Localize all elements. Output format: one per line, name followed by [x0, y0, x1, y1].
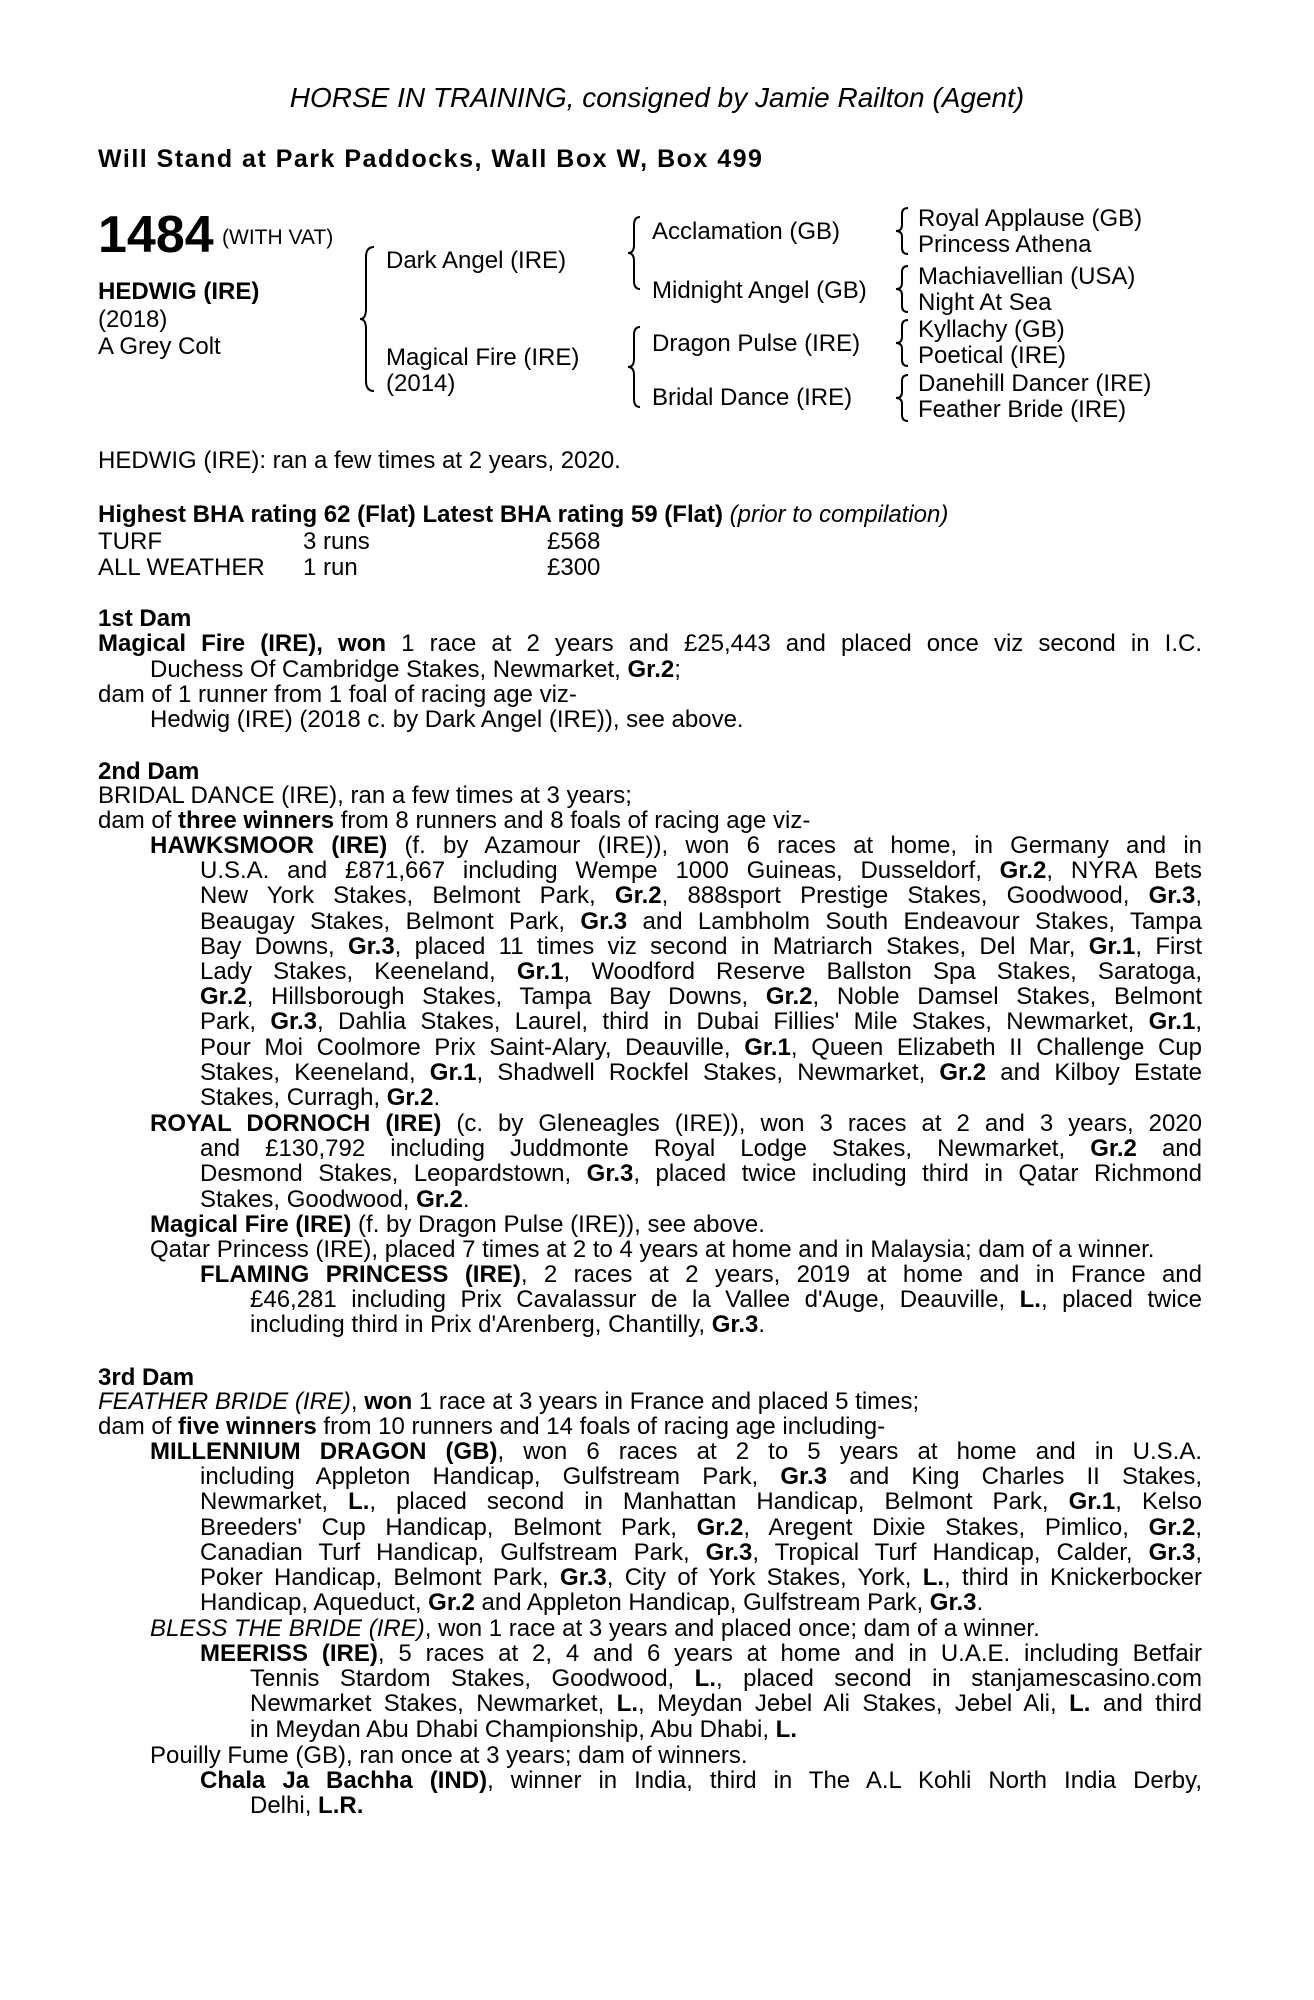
first-dam-heading: 1st Dam — [98, 605, 192, 632]
first-dam-entry: Magical Fire (IRE), won 1 race at 2 years and £25,443 and placed once viz second in I.C. — [98, 630, 1203, 657]
pedigree-dd-dam: Feather Bride (IRE) — [918, 396, 1127, 423]
aw-earnings: £300 — [547, 554, 601, 581]
first-dam-name: Magical Fire (IRE) — [98, 630, 317, 657]
millennium-dragon-line: Poker Handicap, Belmont Park, Gr.3, City of York Stakes, York, L., third in Knickerbocker — [200, 1564, 1203, 1592]
turf-runs: 3 runs — [303, 528, 370, 555]
magical-fire-entry: Magical Fire (IRE) (f. by Dragon Pulse (IRE)), see above. — [150, 1211, 765, 1238]
meeriss-line: MEERISS (IRE), 5 races at 2, 4 and 6 years at home and in U.A.E. including Betfair — [200, 1640, 1203, 1667]
pedigree-brace-ds — [896, 318, 912, 368]
meeriss-line: Newmarket Stakes, Newmarket, L., Meydan Jebel Ali Stakes, Jebel Ali, L. and third — [250, 1690, 1202, 1718]
hawksmoor-line: U.S.A. and £871,667 including Wempe 1000 Guineas, Dusseldorf, Gr.2, NYRA Bets — [200, 857, 1202, 885]
royal-dornoch-entry — [150, 1111, 1202, 1212]
millennium-dragon-line: MILLENNIUM DRAGON (GB), won 6 races at 2 to 5 years at home and in U.S.A. — [150, 1438, 1202, 1465]
hawksmoor-line: HAWKSMOOR (IRE) (f. by Azamour (IRE)), won 6 races at home, in Germany and in — [150, 832, 1203, 859]
consignor-title: HORSE IN TRAINING, consigned by Jamie Railton (Agent) — [289, 82, 1025, 113]
hawksmoor-line: Beaugay Stakes, Belmont Park, Gr.3 and Lambholm South Endeavour Stakes, Tampa — [200, 907, 1202, 935]
pedigree-ds-dam: Poetical (IRE) — [918, 342, 1067, 369]
pedigree-brace-ss — [896, 206, 912, 256]
millennium-dragon-line: Newmarket, L., placed second in Manhattan Handicap, Belmont Park, Gr.1, Kelso — [200, 1488, 1203, 1516]
turf-surface: TURF — [98, 528, 162, 555]
millennium-dragon-name: MILLENNIUM DRAGON (GB) — [150, 1438, 498, 1465]
hawksmoor-line: Pour Moi Coolmore Prix Saint-Alary, Deauville, Gr.1, Queen Elizabeth II Challenge Cup — [200, 1033, 1202, 1061]
millennium-dragon-line: including Appleton Handicap, Gulfstream Park, Gr.3 and King Charles II Stakes, — [200, 1463, 1202, 1491]
bha-rating-note: (prior to compilation) — [729, 501, 949, 528]
qatar-princess-entry: Qatar Princess (IRE), placed 7 times at 2 to 4 years at home and in Malaysia; dam of a winner. — [150, 1236, 1155, 1263]
meeriss-line: in Meydan Abu Dhabi Championship, Abu Dhabi, L. — [250, 1715, 797, 1743]
pedigree-dd-sire: Danehill Dancer (IRE) — [918, 370, 1152, 397]
millennium-dragon-line: Handicap, Aqueduct, Gr.2 and Appleton Handicap, Gulfstream Park, Gr.3. — [200, 1589, 984, 1617]
aw-surface: ALL WEATHER — [98, 554, 265, 581]
pedigree-dam: Magical Fire (IRE) — [386, 344, 580, 371]
pedigree-dam-sire: Dragon Pulse (IRE) — [652, 330, 861, 357]
pedigree-brace-main — [360, 245, 380, 393]
pedigree-sd-sire: Machiavellian (USA) — [918, 263, 1136, 290]
royal-dornoch-line: Stakes, Goodwood, Gr.2. — [200, 1185, 470, 1213]
third-dam-line1: FEATHER BRIDE (IRE), won 1 race at 3 years in France and placed 5 times; — [98, 1388, 920, 1415]
hawksmoor-entry — [150, 833, 1202, 1110]
flaming-princess-line: including third in Prix d'Arenberg, Chantilly, Gr.3. — [250, 1311, 766, 1339]
pedigree-ss-dam: Princess Athena — [918, 231, 1092, 258]
first-dam-produce-line: dam of 1 runner from 1 foal of racing age viz- — [98, 681, 577, 708]
second-dam-heading: 2nd Dam — [98, 758, 200, 785]
royal-dornoch-line: Desmond Stakes, Leopardstown, Gr.3, placed twice including third in Qatar Richmond — [200, 1160, 1202, 1188]
pedigree-ds-sire: Kyllachy (GB) — [918, 316, 1065, 343]
pedigree-brace-dam — [628, 325, 646, 409]
bha-ratings — [98, 502, 948, 527]
hawksmoor-line: Stakes, Keeneland, Gr.1, Shadwell Rockfel Stakes, Newmarket, Gr.2 and Kilboy Estate — [200, 1058, 1202, 1086]
bless-the-bride-entry: BLESS THE BRIDE (IRE), won 1 race at 3 years and placed once; dam of a winner. — [150, 1615, 1040, 1642]
meeriss-name: MEERISS (IRE) — [200, 1640, 378, 1667]
hawksmoor-line: Bay Downs, Gr.3, placed 11 times viz second in Matriarch Stakes, Del Mar, Gr.1, First — [200, 932, 1203, 960]
royal-dornoch-line: ROYAL DORNOCH (IRE) (c. by Gleneagles (IRE)), won 3 races at 2 and 3 years, 2020 — [150, 1110, 1203, 1137]
hawksmoor-line: Stakes, Curragh, Gr.2. — [200, 1084, 441, 1112]
pedigree-brace-sd — [896, 264, 912, 314]
third-dam-heading: 3rd Dam — [98, 1364, 195, 1391]
meeriss-entry — [200, 1641, 1202, 1742]
foaling-year: (2018) — [98, 306, 168, 333]
chala-ja-bachha-line: Chala Ja Bachha (IND), winner in India, third in The A.L Kohli North India Derby, — [200, 1767, 1202, 1794]
pedigree-ss-sire: Royal Applause (GB) — [918, 205, 1143, 232]
lot-number: 1484 — [98, 206, 214, 264]
flaming-princess-line: £46,281 including Prix Cavalassur de la Vallee d'Auge, Deauville, L., placed twice — [250, 1286, 1203, 1314]
royal-dornoch-line: and £130,792 including Juddmonte Royal Lodge Stakes, Newmarket, Gr.2 and — [200, 1135, 1202, 1163]
millennium-dragon-entry — [150, 1439, 1202, 1615]
hawksmoor-line: Gr.2, Hillsborough Stakes, Tampa Bay Downs, Gr.2, Noble Damsel Stakes, Belmont — [200, 983, 1202, 1011]
pedigree-sire-sire: Acclamation (GB) — [652, 218, 841, 245]
third-dam-line2: dam of five winners from 10 runners and 14 foals of racing age including- — [98, 1413, 886, 1440]
horse-description: A Grey Colt — [98, 333, 221, 360]
horse-name: HEDWIG (IRE) — [98, 278, 260, 305]
meeriss-line: Tennis Stardom Stakes, Goodwood, L., placed second in stanjamescasino.com — [250, 1665, 1202, 1693]
hawksmoor-line: Park, Gr.3, Dahlia Stakes, Laurel, third in Dubai Fillies' Mile Stakes, Newmarket, Gr.1, — [200, 1008, 1202, 1036]
millennium-dragon-line: Breeders' Cup Handicap, Belmont Park, Gr.2, Aregent Dixie Stakes, Pimlico, Gr.2, — [200, 1513, 1202, 1541]
chala-ja-bachha-entry — [200, 1768, 1202, 1818]
pedigree-sire-dam: Midnight Angel (GB) — [652, 277, 867, 304]
flaming-princess-entry — [200, 1262, 1202, 1338]
bha-rating-text: Highest BHA rating 62 (Flat) Latest BHA rating 59 (Flat) — [98, 501, 723, 528]
race-summary: HEDWIG (IRE): ran a few times at 2 years, 2020. — [98, 447, 621, 474]
first-dam-line2: Duchess Of Cambridge Stakes, Newmarket, Gr.2; — [150, 656, 681, 683]
pedigree-brace-sire — [628, 215, 646, 291]
flaming-princess-name: FLAMING PRINCESS (IRE) — [200, 1261, 521, 1288]
chala-ja-bachha-line: Delhi, L.R. — [250, 1792, 364, 1820]
second-dam-line1: BRIDAL DANCE (IRE), ran a few times at 3 years; — [98, 782, 632, 809]
hawksmoor-name: HAWKSMOOR (IRE) — [150, 832, 388, 859]
chala-ja-bachha-name: Chala Ja Bachha (IND) — [200, 1767, 488, 1794]
stand-location: Will Stand at Park Paddocks, Wall Box W, Box 499 — [98, 145, 764, 173]
hawksmoor-line: New York Stakes, Belmont Park, Gr.2, 888sport Prestige Stakes, Goodwood, Gr.3, — [200, 882, 1202, 910]
millennium-dragon-line: Canadian Turf Handicap, Gulfstream Park, Gr.3, Tropical Turf Handicap, Calder, Gr.3, — [200, 1538, 1203, 1566]
pedigree-dam-year: (2014) — [386, 370, 456, 397]
first-dam-foal: Hedwig (IRE) (2018 c. by Dark Angel (IRE)), see above. — [150, 706, 744, 733]
pedigree-sire: Dark Angel (IRE) — [386, 247, 567, 274]
turf-earnings: £568 — [547, 528, 601, 555]
vat-note: (WITH VAT) — [222, 226, 334, 249]
flaming-princess-line: FLAMING PRINCESS (IRE), 2 races at 2 years, 2019 at home and in France and — [200, 1261, 1202, 1288]
hawksmoor-line: Lady Stakes, Keeneland, Gr.1, Woodford Reserve Ballston Spa Stakes, Saratoga, — [200, 958, 1203, 986]
royal-dornoch-name: ROYAL DORNOCH (IRE) — [150, 1110, 442, 1137]
pouilly-fume-entry: Pouilly Fume (GB), ran once at 3 years; dam of winners. — [150, 1742, 748, 1769]
pedigree-sd-dam: Night At Sea — [918, 289, 1052, 316]
aw-runs: 1 run — [303, 554, 358, 581]
pedigree-dam-dam: Bridal Dance (IRE) — [652, 384, 853, 411]
second-dam-line2: dam of three winners from 8 runners and 8 foals of racing age viz- — [98, 807, 811, 834]
pedigree-brace-dd — [896, 373, 912, 423]
